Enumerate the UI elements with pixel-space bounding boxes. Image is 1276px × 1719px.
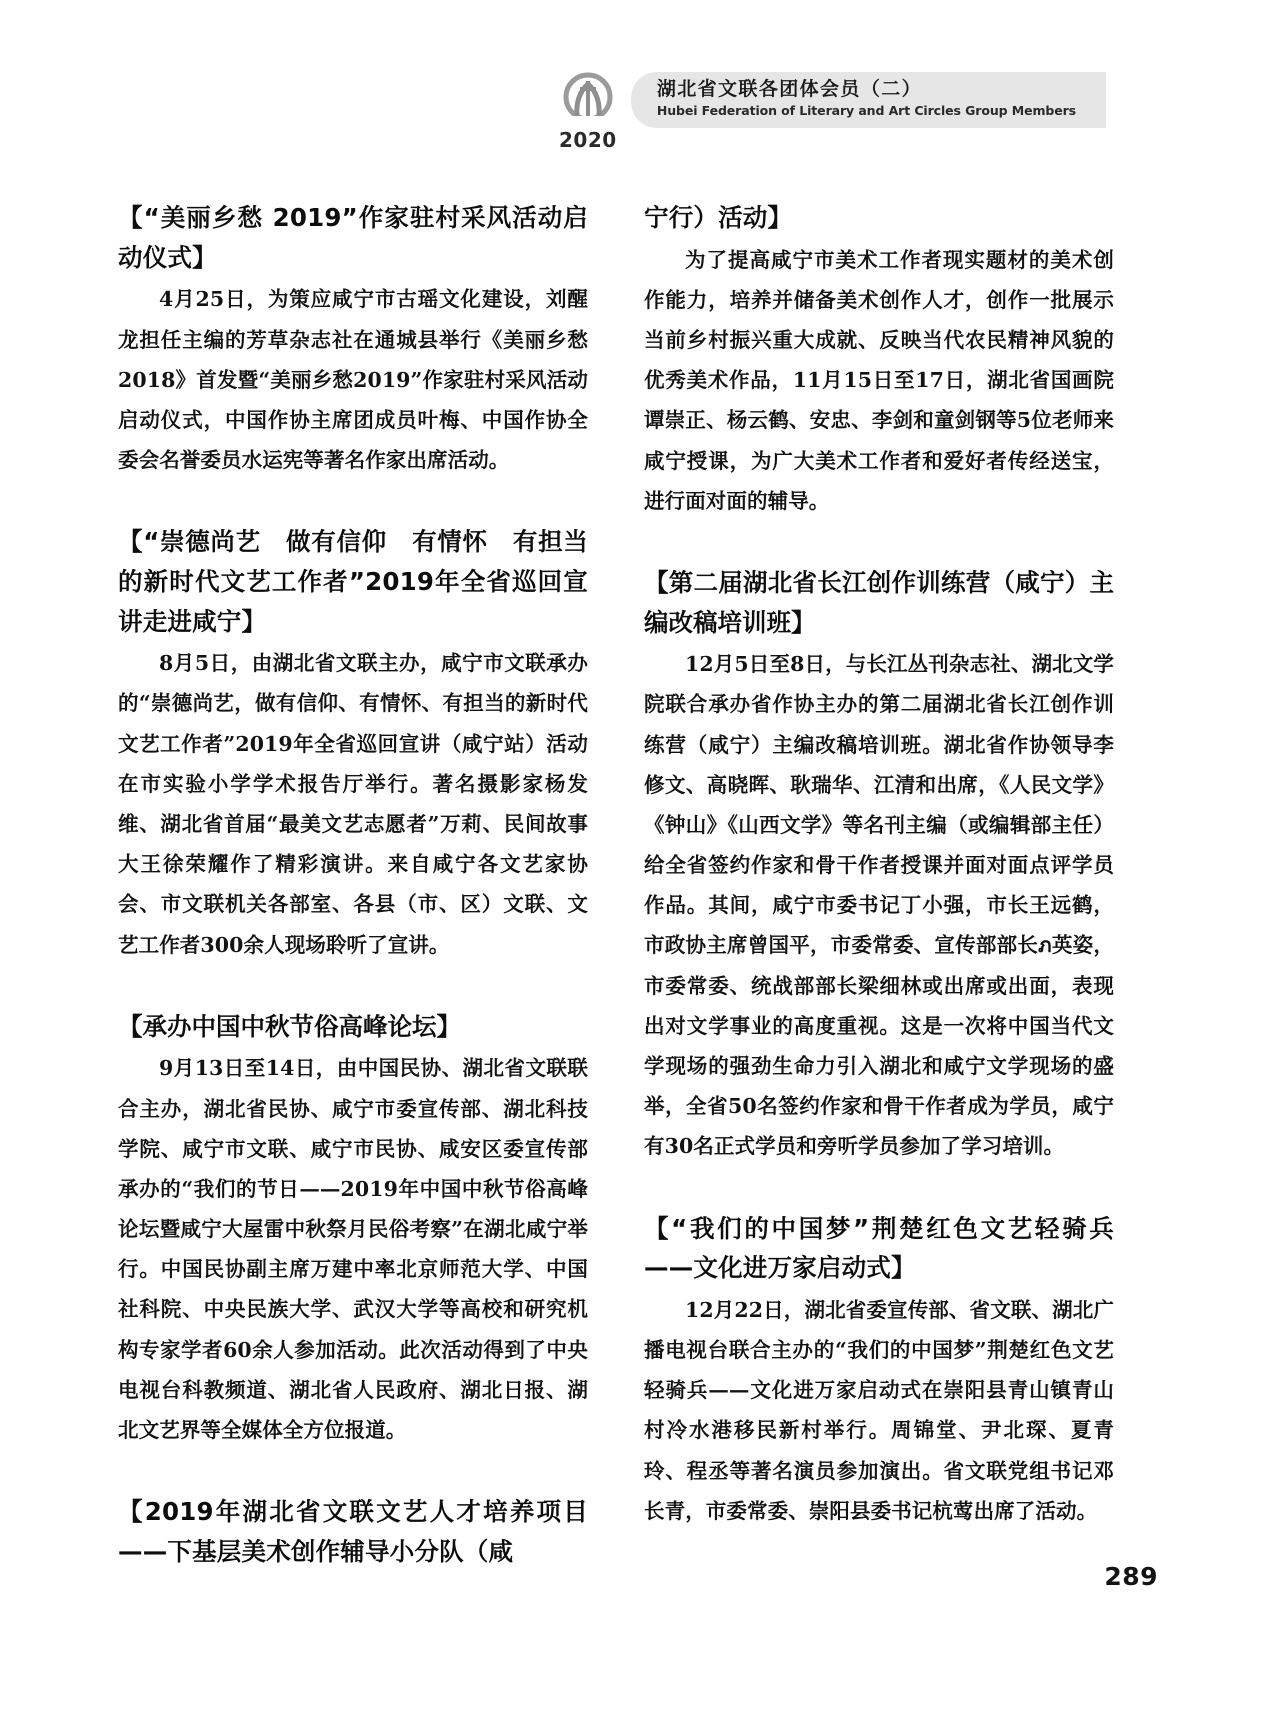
section-heading-continuation: 宁行）活动】	[644, 203, 793, 232]
block-spacer	[118, 965, 588, 1007]
header-title-cn: 湖北省文联各团体会员（二）	[656, 78, 923, 101]
section-heading-continued: 【2019年湖北省文联文艺人才培养项目——下基层美术创作辅导小分队（咸	[118, 1497, 588, 1566]
page-number: 289	[1104, 1562, 1158, 1591]
header-title-en: Hubei Federation of Literary and Art Circles Group Members	[656, 103, 1076, 119]
left-column	[118, 198, 588, 1573]
block-spacer	[118, 480, 588, 522]
section-heading: 【“我们的中国梦”荆楚红色文艺轻骑兵——文化进万家启动式】	[644, 1213, 1114, 1283]
header-year: 2020	[558, 128, 617, 152]
block-spacer	[644, 1167, 1114, 1209]
section-heading: 【“崇德尚艺 做有信仰 有情怀 有担当的新时代文艺工作者”2019年全省巡回宣讲走进咸宁】	[118, 527, 588, 636]
body-paragraph: 12月5日至8日，与长江丛刊杂志社、湖北文学院联合承办省作协主办的第二届湖北省长江创作训练营（咸宁）主编改稿培训班。湖北省作协领导李修文、高晓晖、耿瑞华、江清和出席，《人民文学》《钟山》《山西文学》等名刊主编（或编辑部主任）给全省签约作家和骨干作者授课并面对面点评学员作品。其间，咸宁市委书记丁小强，市长王远鹤，市政协主席曾国平，市委常委、宣传部部长ภ英姿，市委常委、统战部部长梁细林或出席或出面，表现出对文学事业的高度重视。这是一次将中国当代文学现场的强劲生命力引入湖北和咸宁文学现场的盛举，全省50名签约作家和骨干作者成为学员，咸宁有30名正式学员和旁听学员参加了学习培训。	[644, 652, 1114, 1159]
body-paragraph: 8月5日，由湖北省文联主办，咸宁市文联承办的“崇德尚艺，做有信仰、有情怀、有担当的新时代文艺工作者”2019年全省巡回宣讲（咸宁站）活动在市实验小学学术报告厅举行。著名摄影家杨发维、湖北省首届“最美文艺志愿者”万莉、民间故事大王徐荣耀作了精彩演讲。来自咸宁各文艺家协会、市文联机关各部室、各县（市、区）文联、文艺工作者300余人现场聆听了宣讲。	[118, 651, 588, 957]
right-column	[644, 198, 1114, 1573]
federation-emblem-icon	[561, 72, 615, 126]
page-content	[118, 198, 1160, 1573]
body-paragraph: 4月25日，为策应咸宁市古瑶文化建设，刘醒龙担任主编的芳草杂志社在通城县举行《美丽乡愁2018》首发暨“美丽乡愁2019”作家驻村采风活动启动仪式，中国作协主席团成员叶梅、中国作协全委会名誉委员水运宪等著名作家出席活动。	[118, 287, 588, 473]
header-logo	[551, 72, 625, 152]
section-heading: 【“美丽乡愁 2019”作家驻村采风活动启动仪式】	[118, 203, 588, 272]
body-paragraph: 9月13日至14日，由中国民协、湖北省文联联合主办，湖北省民协、咸宁市委宣传部、湖北科技学院、咸宁市文联、咸宁市民协、咸安区委宣传部承办的“我们的节日——2019年中国中秋节俗高峰论坛暨咸宁大屋雷中秋祭月民俗考察”在湖北咸宁举行。中国民协副主席万建中率北京师范大学、中国社科院、中央民族大学、武汉大学等高校和研究机构专家学者60余人参加活动。此次活动得到了中央电视台科教频道、湖北省人民政府、湖北日报、湖北文艺界等全媒体全方位报道。	[118, 1056, 588, 1442]
body-paragraph: 12月22日，湖北省委宣传部、省文联、湖北广播电视台联合主办的“我们的中国梦”荆楚红色文艺轻骑兵——文化进万家启动式在崇阳县青山镇青山村冷水港移民新村举行。周锦堂、尹北琛、夏青玲、程丞等著名演员参加演出。省文联党组书记邓长青，市委常委、崇阳县委书记杭莺出席了活动。	[644, 1297, 1114, 1523]
block-spacer	[644, 521, 1114, 563]
running-header	[0, 72, 1276, 150]
block-spacer	[118, 1450, 588, 1492]
body-paragraph: 为了提高咸宁市美术工作者现实题材的美术创作能力，培养并储备美术创作人才，创作一批展示当前乡村振兴重大成就、反映当代农民精神风貌的优秀美术作品，11月15日至17日，湖北省国画院谭崇正、杨云鹤、安忠、李剑和童剑钢等5位老师来咸宁授课，为广大美术工作者和爱好者传经送宝，进行面对面的辅导。	[644, 247, 1114, 513]
section-heading: 【承办中国中秋节俗高峰论坛】	[118, 1011, 461, 1041]
section-heading: 【第二届湖北省长江创作训练营（咸宁）主编改稿培训班】	[644, 567, 1114, 637]
header-title-plate	[631, 72, 1106, 128]
